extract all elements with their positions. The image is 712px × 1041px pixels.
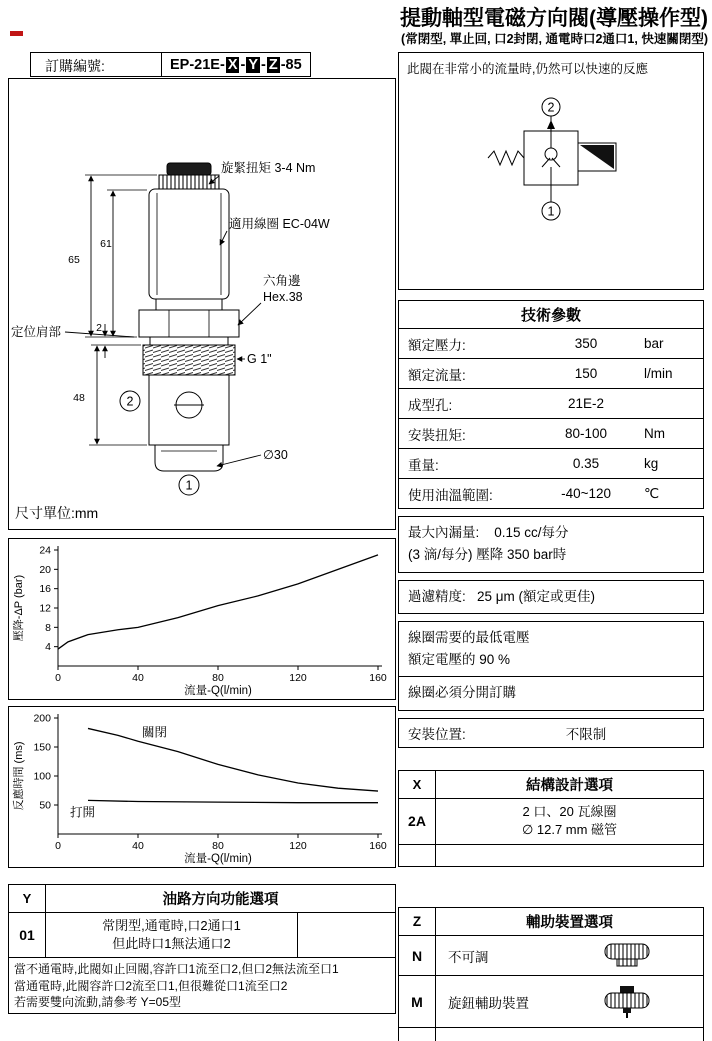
z-option-icon-wrap — [601, 985, 653, 1019]
spring-symbol — [488, 151, 524, 165]
tech-param-label: 額定壓力: — [408, 337, 466, 353]
right-column — [398, 52, 704, 1041]
tech-param-row — [398, 516, 704, 573]
flow-arrow — [547, 120, 555, 129]
x-option-line: 2 口、20 瓦線圈 — [522, 803, 617, 819]
port-1-label: 1 — [185, 478, 193, 493]
y-tick-label: 8 — [45, 621, 51, 634]
order-code-variable: Y — [248, 56, 258, 73]
y-footnote-line: 若需要雙向流動,請參考 Y=05型 — [14, 994, 182, 1009]
y-footnote-line: 當不通電時,此閥如止回閥,容許口1流至口2,但口2無法流至口1 — [14, 962, 339, 977]
x-table-rows — [398, 799, 704, 868]
tech-param-row — [398, 389, 704, 419]
order-code — [162, 52, 311, 77]
line-element — [542, 158, 550, 167]
hex-flange-shape — [139, 310, 239, 337]
washer-shape — [156, 299, 222, 310]
knob-stem — [623, 1008, 631, 1013]
order-code-part: - — [261, 56, 266, 73]
tech-param-unit: Nm — [644, 426, 665, 441]
x-tick-label: 40 — [132, 840, 144, 852]
y-options-table — [8, 884, 396, 1014]
response-time-chart — [8, 706, 396, 868]
x-tick-label: 0 — [55, 672, 61, 684]
z-table-title: 輔助裝置選項 — [436, 907, 704, 936]
tech-param-value: 150 — [574, 366, 598, 381]
x-option-line: ∅ 12.7 mm 磁管 — [521, 822, 618, 838]
y-table-title: 油路方向功能選項 — [46, 884, 396, 913]
tech-param-label: 使用油溫範圍: — [408, 487, 493, 503]
dim-2-label: 2 — [96, 322, 102, 334]
x-tick-label: 160 — [369, 840, 387, 852]
z-option-icon-wrap — [601, 943, 653, 968]
y-tick-label: 24 — [39, 544, 51, 557]
check-ball — [545, 148, 557, 160]
y-table-rows — [8, 913, 396, 958]
torque-annotation: 旋緊扭矩 3-4 Nm — [221, 161, 316, 175]
thread-annotation: G 1" — [247, 352, 272, 366]
tech-param-value: 21E-2 — [568, 396, 605, 411]
z-option-label: 旋鈕輔助裝置 — [448, 995, 529, 1011]
coil-annotation: 適用線圈 EC-04W — [229, 217, 330, 231]
diameter-annotation: ∅30 — [263, 448, 288, 462]
x-table-header — [398, 770, 704, 799]
z-option-code: M — [398, 976, 436, 1028]
x-tick-label: 120 — [289, 840, 307, 852]
tech-param-value: 0.35 — [572, 456, 600, 471]
tech-param-row — [398, 449, 704, 479]
tech-param-unit: kg — [644, 456, 659, 471]
x-options-table — [398, 770, 704, 868]
response-time-plot — [10, 708, 394, 866]
z-table-code: Z — [398, 907, 436, 936]
x-option-row — [398, 799, 704, 846]
coil-body-shape — [149, 189, 229, 299]
series-壓降曲線 — [58, 555, 378, 649]
tech-param-value: 不限制 — [565, 726, 607, 742]
y-tick-label: 50 — [39, 799, 51, 812]
y-option-row — [8, 913, 396, 958]
order-code-variable: Z — [268, 56, 278, 73]
valve-drawing — [9, 79, 395, 529]
tech-param-label: 額定流量: — [408, 367, 466, 383]
z-option-code — [398, 1028, 436, 1041]
x-table-code: X — [398, 770, 436, 799]
x-tick-label: 80 — [212, 840, 224, 852]
y-tick-label: 200 — [33, 712, 51, 725]
tech-param-row — [398, 359, 704, 389]
series-關閉 — [88, 725, 378, 791]
tech-param-row — [398, 580, 704, 614]
nose-shape — [155, 445, 223, 471]
z-option-content — [436, 936, 704, 976]
y-axis-label: 反應時間 (ms) — [13, 741, 25, 811]
x-axis-label: 流量-Q(l/min) — [184, 685, 252, 697]
tech-param-unit: l/min — [644, 366, 673, 381]
knob-plain-icon — [601, 943, 653, 968]
tech-param-text: (3 滴/每分) 壓降 350 bar時 — [408, 547, 567, 563]
valve-note: 此閥在非常小的流量時,仍然可以快速的反應 — [407, 62, 648, 76]
knob-stem-icon — [601, 985, 653, 1019]
z-option-code: N — [398, 936, 436, 976]
valve-drawing-box — [8, 78, 396, 530]
x-option-code: 2A — [398, 799, 436, 846]
order-code-part: EP-21E- — [170, 56, 225, 73]
knob-cap — [620, 986, 634, 993]
tech-param-text: 最大內漏量: 0.15 cc/每分 — [408, 525, 569, 540]
y-footnote-line: 當通電時,此閥容許口2流至口1,但很難從口1流至口2 — [14, 978, 288, 993]
curve-label: 打開 — [70, 805, 96, 820]
y-option-code: 01 — [8, 913, 46, 958]
x-tick-label: 40 — [132, 672, 144, 684]
tech-param-row — [398, 718, 704, 748]
tech-param-unit: ℃ — [644, 485, 660, 501]
z-table-rows — [398, 936, 704, 1041]
y-table-header — [8, 884, 396, 913]
knob-body — [605, 944, 649, 959]
dim-61-label: 61 — [100, 238, 112, 250]
page-title: 提動軸型電磁方向閥(導壓操作型) — [400, 7, 708, 30]
y-option-line: 常閉型,通電時,口2通口1 — [102, 918, 241, 933]
y-option-empty-cell — [298, 913, 396, 958]
line-element — [552, 158, 560, 167]
thread-shape — [143, 345, 235, 375]
tech-param-label: 安裝扭矩: — [408, 427, 466, 443]
port-2-label: 2 — [126, 394, 134, 409]
y-tick-label: 4 — [45, 641, 51, 654]
tech-param-value: 80-100 — [565, 426, 608, 441]
z-option-row — [398, 1028, 704, 1041]
tech-param-text: 過濾精度: 25 μm (額定或更佳) — [408, 588, 596, 604]
order-number-row — [30, 52, 396, 77]
tech-param-label: 成型孔: — [408, 397, 453, 413]
symbol-port-1-label: 1 — [547, 204, 555, 219]
hex-annotation: 六角邊 — [263, 274, 301, 288]
dimension-unit-note: 尺寸單位:mm — [15, 505, 99, 521]
tech-param-text: 額定電壓的 90 % — [408, 652, 511, 668]
page-subtitle: (常閉型, 單止回, 口2封閉, 通電時口2通口1, 快速關閉型) — [401, 32, 708, 46]
shoulder-annotation: 定位肩部 — [11, 325, 62, 339]
x-tick-label: 160 — [369, 672, 387, 684]
groove-shape — [150, 337, 228, 345]
solenoid-triangle — [580, 145, 614, 169]
dim-65-label: 65 — [68, 254, 80, 266]
tech-param-row — [398, 419, 704, 449]
z-option-label: 不可調 — [448, 949, 489, 965]
y-option-line: 但此時口1無法通口2 — [112, 936, 231, 952]
knob-body — [605, 993, 649, 1008]
y-tick-label: 16 — [39, 583, 51, 596]
logo-mark — [10, 31, 23, 36]
line-element — [238, 303, 261, 325]
note-box — [398, 52, 704, 290]
z-table-header — [398, 907, 704, 936]
z-options-table — [398, 907, 704, 1041]
knob-base — [617, 959, 637, 966]
tech-params-rows — [398, 329, 704, 748]
curve-label: 關閉 — [142, 725, 168, 740]
x-option-row — [398, 845, 704, 867]
x-option-code — [398, 845, 436, 867]
x-table-title: 結構設計選項 — [436, 770, 704, 799]
order-code-part: -85 — [280, 56, 302, 73]
hydraulic-symbol — [401, 91, 701, 241]
x-tick-label: 120 — [289, 672, 307, 684]
line-element — [217, 455, 261, 466]
x-tick-label: 0 — [55, 840, 61, 852]
hex-value-annotation: Hex.38 — [263, 290, 303, 304]
series-打開 — [88, 800, 378, 802]
y-tick-label: 100 — [33, 770, 51, 783]
tech-param-value: 350 — [574, 336, 598, 351]
x-option-text — [436, 799, 704, 846]
order-code-part: - — [240, 56, 246, 73]
symbol-port-2-label: 2 — [547, 100, 555, 115]
tech-param-row — [398, 479, 704, 509]
x-option-text — [436, 845, 704, 867]
knurled-nut-shape — [159, 175, 219, 189]
top-cap-shape — [167, 163, 211, 175]
order-code-variable: X — [227, 56, 238, 73]
y-axis-label: 壓降-ΔP (bar) — [13, 574, 25, 642]
y-table-code: Y — [8, 884, 46, 913]
z-option-row — [398, 936, 704, 976]
tech-param-row — [398, 677, 704, 710]
y-tick-label: 20 — [39, 563, 51, 576]
z-option-content — [436, 1028, 704, 1041]
tech-params-table — [398, 300, 704, 748]
z-option-row — [398, 976, 704, 1028]
y-tick-label: 150 — [33, 741, 51, 754]
tech-param-label: 安裝位置: — [408, 726, 466, 742]
pressure-drop-chart — [8, 538, 396, 700]
x-tick-label: 80 — [212, 672, 224, 684]
x-axis-label: 流量-Q(l/min) — [184, 853, 252, 865]
tech-param-text: 線圈必須分開訂購 — [408, 685, 516, 701]
tech-param-text: 線圈需要的最低電壓 — [408, 629, 530, 645]
tech-param-label: 重量: — [408, 457, 439, 473]
tech-param-row — [398, 621, 704, 678]
tech-param-unit: bar — [644, 336, 664, 351]
pressure-drop-plot — [10, 540, 394, 698]
dim-48-label: 48 — [73, 392, 85, 404]
tech-param-value: -40~120 — [561, 486, 612, 501]
tech-params-title: 技術參數 — [398, 300, 704, 329]
z-option-content — [436, 976, 704, 1028]
y-option-text — [46, 913, 298, 958]
left-column — [8, 52, 396, 1014]
tech-param-row — [398, 329, 704, 359]
order-number-label: 訂購編號: — [30, 52, 162, 77]
y-tick-label: 12 — [39, 602, 51, 615]
y-table-footnotes — [8, 958, 396, 1014]
